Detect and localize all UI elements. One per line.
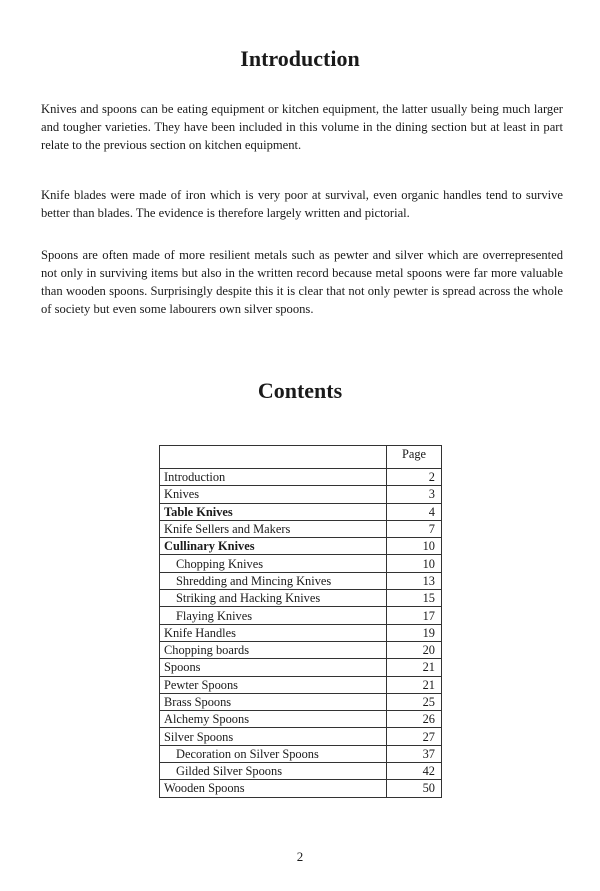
toc-entry-title: Decoration on Silver Spoons (160, 745, 387, 762)
toc-entry-page: 15 (387, 590, 442, 607)
table-row (160, 659, 442, 676)
table-row (160, 486, 442, 503)
toc-entry-title: Pewter Spoons (160, 676, 387, 693)
toc-entry-title: Chopping Knives (160, 555, 387, 572)
table-row (160, 520, 442, 537)
toc-entry-title: Table Knives (160, 503, 387, 520)
toc-entry-page: 4 (387, 503, 442, 520)
toc-entry-page: 42 (387, 763, 442, 780)
toc-entry-page: 26 (387, 711, 442, 728)
toc-entry-title: Wooden Spoons (160, 780, 387, 797)
toc-entry-page: 21 (387, 676, 442, 693)
contents-heading: Contents (257, 378, 343, 403)
contents-table (159, 445, 442, 798)
toc-entry-page: 37 (387, 745, 442, 762)
toc-entry-title: Striking and Hacking Knives (160, 590, 387, 607)
toc-entry-page: 17 (387, 607, 442, 624)
toc-entry-page: 27 (387, 728, 442, 745)
toc-entry-title: Shredding and Mincing Knives (160, 572, 387, 589)
page-number: 2 (296, 849, 304, 864)
table-row (160, 538, 442, 555)
toc-entry-title: Spoons (160, 659, 387, 676)
toc-entry-page: 20 (387, 641, 442, 658)
table-row (160, 624, 442, 641)
table-row (160, 590, 442, 607)
toc-entry-page: 50 (387, 780, 442, 797)
toc-entry-title: Introduction (160, 469, 387, 486)
toc-entry-title: Chopping boards (160, 641, 387, 658)
toc-entry-page: 3 (387, 486, 442, 503)
toc-entry-page: 19 (387, 624, 442, 641)
toc-entry-title: Cullinary Knives (160, 538, 387, 555)
table-row (160, 607, 442, 624)
toc-entry-title: Knife Handles (160, 624, 387, 641)
toc-entry-title: Gilded Silver Spoons (160, 763, 387, 780)
page-column-label: Page (387, 446, 442, 469)
intro-paragraph-2: Knife blades were made of iron which is very poor at survival, even organic handles tend to survive better than blades. The evidence is therefore largely written and pictorial. (41, 188, 563, 220)
table-row (160, 693, 442, 710)
toc-entry-title: Knife Sellers and Makers (160, 520, 387, 537)
intro-paragraph-3: Spoons are often made of more resilient metals such as pewter and silver which are overrepresented not only in surviving items but also in the written record because metal spoons were far more valuable than wooden spoons. Surprisingly despite this it is clear that not only pewter is spread across the whole of society but even some labourers own silver spoons. (41, 248, 563, 316)
toc-entry-page: 2 (387, 469, 442, 486)
intro-paragraph-1: Knives and spoons can be eating equipment or kitchen equipment, the latter usually being much larger and tougher varieties. They have been included in this volume in the dining section but at least in part relate to the previous section on kitchen equipment. (41, 102, 563, 152)
toc-entry-page: 10 (387, 538, 442, 555)
table-row (160, 728, 442, 745)
introduction-heading: Introduction (240, 46, 360, 71)
table-row (160, 572, 442, 589)
toc-entry-title: Flaying Knives (160, 607, 387, 624)
toc-entry-title: Brass Spoons (160, 693, 387, 710)
toc-entry-title: Silver Spoons (160, 728, 387, 745)
table-row (160, 676, 442, 693)
toc-entry-page: 10 (387, 555, 442, 572)
table-row (160, 763, 442, 780)
contents-header-blank (160, 446, 387, 469)
contents-header-row (160, 446, 442, 469)
table-row (160, 641, 442, 658)
toc-entry-title: Alchemy Spoons (160, 711, 387, 728)
table-row (160, 503, 442, 520)
toc-entry-page: 7 (387, 520, 442, 537)
toc-entry-page: 13 (387, 572, 442, 589)
table-row (160, 711, 442, 728)
table-row (160, 780, 442, 797)
table-row (160, 555, 442, 572)
table-row (160, 469, 442, 486)
table-row (160, 745, 442, 762)
toc-entry-page: 25 (387, 693, 442, 710)
toc-entry-title: Knives (160, 486, 387, 503)
toc-entry-page: 21 (387, 659, 442, 676)
